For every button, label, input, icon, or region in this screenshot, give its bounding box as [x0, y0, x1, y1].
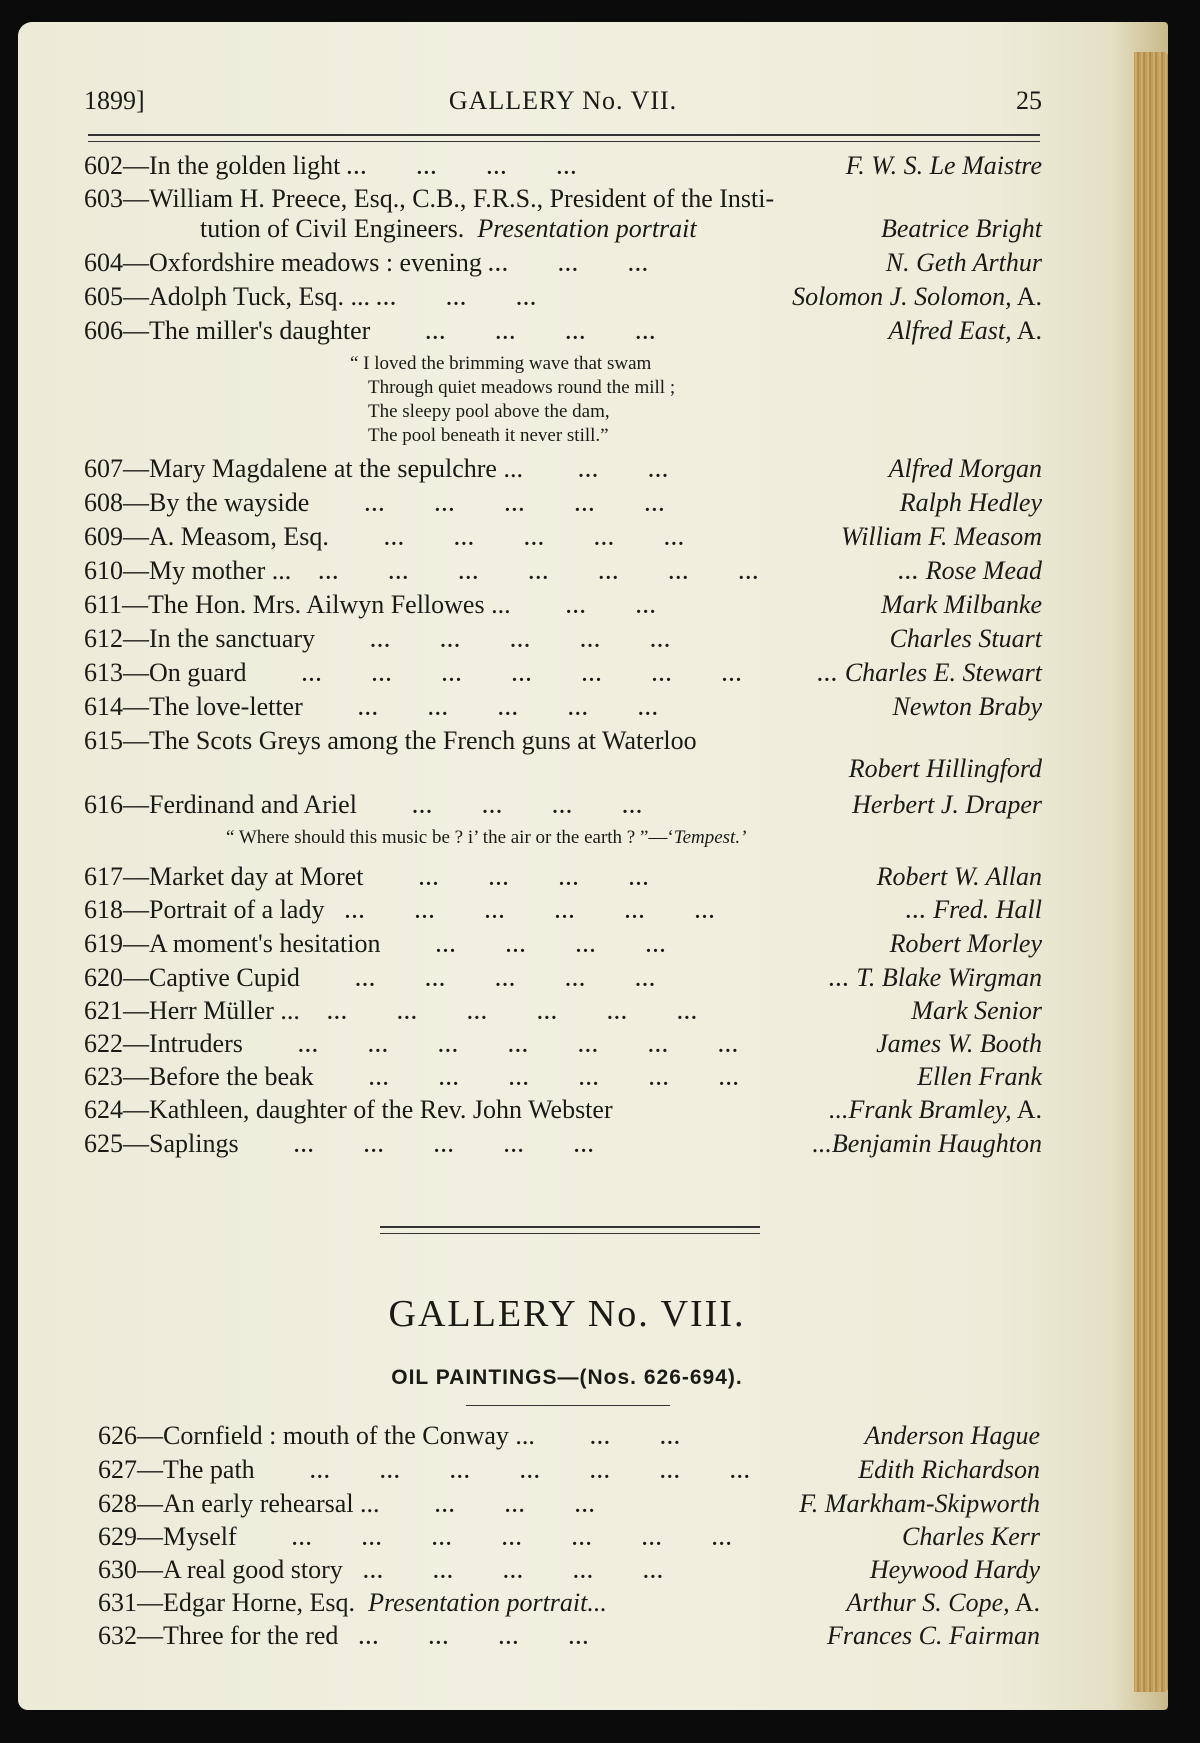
catalogue-entry: 604—Oxfordshire meadows : evening ... ... ... N. Geth Arthur	[84, 248, 1042, 277]
header-rule	[88, 134, 1040, 142]
artist: Robert W. Allan	[876, 862, 1042, 891]
section-divider	[380, 1226, 760, 1234]
artist: Ellen Frank	[917, 1062, 1042, 1091]
catalogue-entry: 613—On guard ... ... ... ... ... ... ... ... Charles E. Stewart	[84, 657, 1042, 689]
artist: Arthur S. Cope, A.	[846, 1588, 1040, 1617]
artist: ...Benjamin Haughton	[812, 1129, 1042, 1158]
artist: ... Rose Mead	[898, 556, 1042, 585]
catalogue-entry: 631—Edgar Horne, Esq. Presentation portrait... Arthur S. Cope, A.	[98, 1588, 1040, 1617]
catalogue-entry: 607—Mary Magdalene at the sepulchre ... ... ... Alfred Morgan	[84, 454, 1042, 483]
artist: Alfred Morgan	[888, 454, 1042, 483]
artist: F. Markham-Skipworth	[799, 1489, 1040, 1518]
artist: Charles Stuart	[889, 624, 1042, 653]
catalogue-entry: 623—Before the beak ... ... ... ... ... ... Ellen Frank	[84, 1062, 1042, 1091]
catalogue-entry: 609—A. Measom, Esq. ... ... ... ... ... William F. Measom	[84, 522, 1042, 551]
artist: Mark Senior	[911, 996, 1042, 1025]
artist: Charles Kerr	[902, 1522, 1040, 1551]
artist: ... T. Blake Wirgman	[828, 963, 1042, 992]
header-year: 1899]	[84, 86, 145, 115]
catalogue-entry: 616—Ferdinand and Ariel ... ... ... ... Herbert J. Draper	[84, 790, 1042, 819]
catalogue-entry: 608—By the wayside ... ... ... ... ... Ralph Hedley	[84, 488, 1042, 517]
catalogue-entry: 603—William H. Preece, Esq., C.B., F.R.S., President of the Insti-	[84, 184, 775, 213]
artist: Anderson Hague	[864, 1421, 1040, 1450]
artist: Robert Hillingford	[848, 754, 1042, 783]
gallery-subtitle: OIL PAINTINGS—(Nos. 626-694).	[391, 1366, 743, 1389]
catalogue-entry: 618—Portrait of a lady ... ... ... ... ... ... ... Fred. Hall	[84, 894, 1042, 926]
catalogue-entry: 621—Herr Müller ... ... ... ... ... ... ... Mark Senior	[84, 996, 1042, 1025]
artist: Newton Braby	[892, 692, 1042, 721]
catalogue-entry: 610—My mother ... ... ... ... ... ... ... ... ... Rose Mead	[84, 555, 1042, 587]
artist: Heywood Hardy	[869, 1555, 1040, 1584]
gallery-heading: GALLERY No. VIII.	[388, 1293, 746, 1335]
artist: Mark Milbanke	[880, 590, 1042, 619]
artist: Herbert J. Draper	[852, 790, 1042, 819]
quote-line: “ Where should this music be ? i’ the air or the earth ? ”—‘Tempest.’	[226, 827, 747, 848]
running-header	[84, 86, 1042, 126]
artist: Solomon J. Solomon, A.	[792, 282, 1042, 311]
artist: N. Geth Arthur	[885, 248, 1042, 277]
quote-line: The sleepy pool above the dam,	[368, 401, 610, 422]
catalogue-entry: 611—The Hon. Mrs. Ailwyn Fellowes ... ... ... Mark Milbanke	[84, 590, 1042, 619]
catalogue-entry: 617—Market day at Moret ... ... ... ... Robert W. Allan	[84, 862, 1042, 891]
artist: Ralph Hedley	[899, 488, 1042, 517]
artist: Alfred East, A.	[888, 316, 1042, 345]
catalogue-entry: 620—Captive Cupid ... ... ... ... ... ... T. Blake Wirgman	[84, 962, 1042, 994]
artist: Beatrice Bright	[880, 214, 1042, 243]
catalogue-entry: 605—Adolph Tuck, Esq. ... ... ... ... Solomon J. Solomon, A.	[84, 282, 1042, 311]
catalogue-entry: 628—An early rehearsal ... ... ... ... F. Markham-Skipworth	[98, 1489, 1040, 1518]
quote-line: The pool beneath it never still.”	[368, 425, 609, 446]
catalogue-entry: 606—The miller's daughter ... ... ... ... Alfred East, A.	[84, 316, 1042, 345]
catalogue-entry: 622—Intruders ... ... ... ... ... ... ... James W. Booth	[84, 1029, 1042, 1058]
artist: William F. Measom	[840, 522, 1042, 551]
artist: Edith Richardson	[858, 1455, 1040, 1484]
catalogue-entry: 626—Cornfield : mouth of the Conway ... ... ... Anderson Hague	[98, 1421, 1040, 1450]
artist: F. W. S. Le Maistre	[845, 151, 1042, 180]
artist: Frances C. Fairman	[826, 1621, 1040, 1650]
catalogue-entry: 612—In the sanctuary ... ... ... ... ... Charles Stuart	[84, 624, 1042, 653]
catalogue-entry: 625—Saplings ... ... ... ... ... ...Benjamin Haughton	[84, 1129, 1042, 1158]
catalogue-entry: 619—A moment's hesitation ... ... ... ... Robert Morley	[84, 929, 1042, 958]
artist: ... Fred. Hall	[905, 895, 1042, 924]
artist: Robert Morley	[889, 929, 1042, 958]
catalogue-entry: 629—Myself ... ... ... ... ... ... ... Charles Kerr	[98, 1522, 1040, 1551]
catalogue-entry: 614—The love-letter ... ... ... ... ... Newton Braby	[84, 692, 1042, 721]
catalogue-entry: 630—A real good story ... ... ... ... ... Heywood Hardy	[98, 1555, 1040, 1584]
page-edge	[1134, 52, 1168, 1692]
catalogue-entry: 615—The Scots Greys among the French guns at Waterloo	[84, 726, 697, 755]
catalogue-entry: 627—The path ... ... ... ... ... ... ... Edith Richardson	[98, 1455, 1040, 1484]
catalogue-entry: 602—In the golden light ... ... ... ... F. W. S. Le Maistre	[84, 151, 1042, 180]
artist: ... Charles E. Stewart	[817, 658, 1042, 687]
page-number: 25	[1016, 86, 1042, 115]
quote-line: Through quiet meadows round the mill ;	[368, 377, 676, 398]
catalogue-entry: 632—Three for the red ... ... ... ... Frances C. Fairman	[98, 1621, 1040, 1650]
entry-continuation: tution of Civil Engineers. Presentation portrait	[200, 214, 697, 243]
quote-line: “ I loved the brimming wave that swam	[350, 353, 652, 374]
artist: James W. Booth	[876, 1029, 1042, 1058]
subtitle-rule	[466, 1405, 670, 1406]
artist: ...Frank Bramley, A.	[828, 1095, 1042, 1124]
header-title: GALLERY No. VII.	[448, 86, 678, 115]
catalogue-entry: 624—Kathleen, daughter of the Rev. John Webster ...Frank Bramley, A.	[84, 1095, 1042, 1124]
